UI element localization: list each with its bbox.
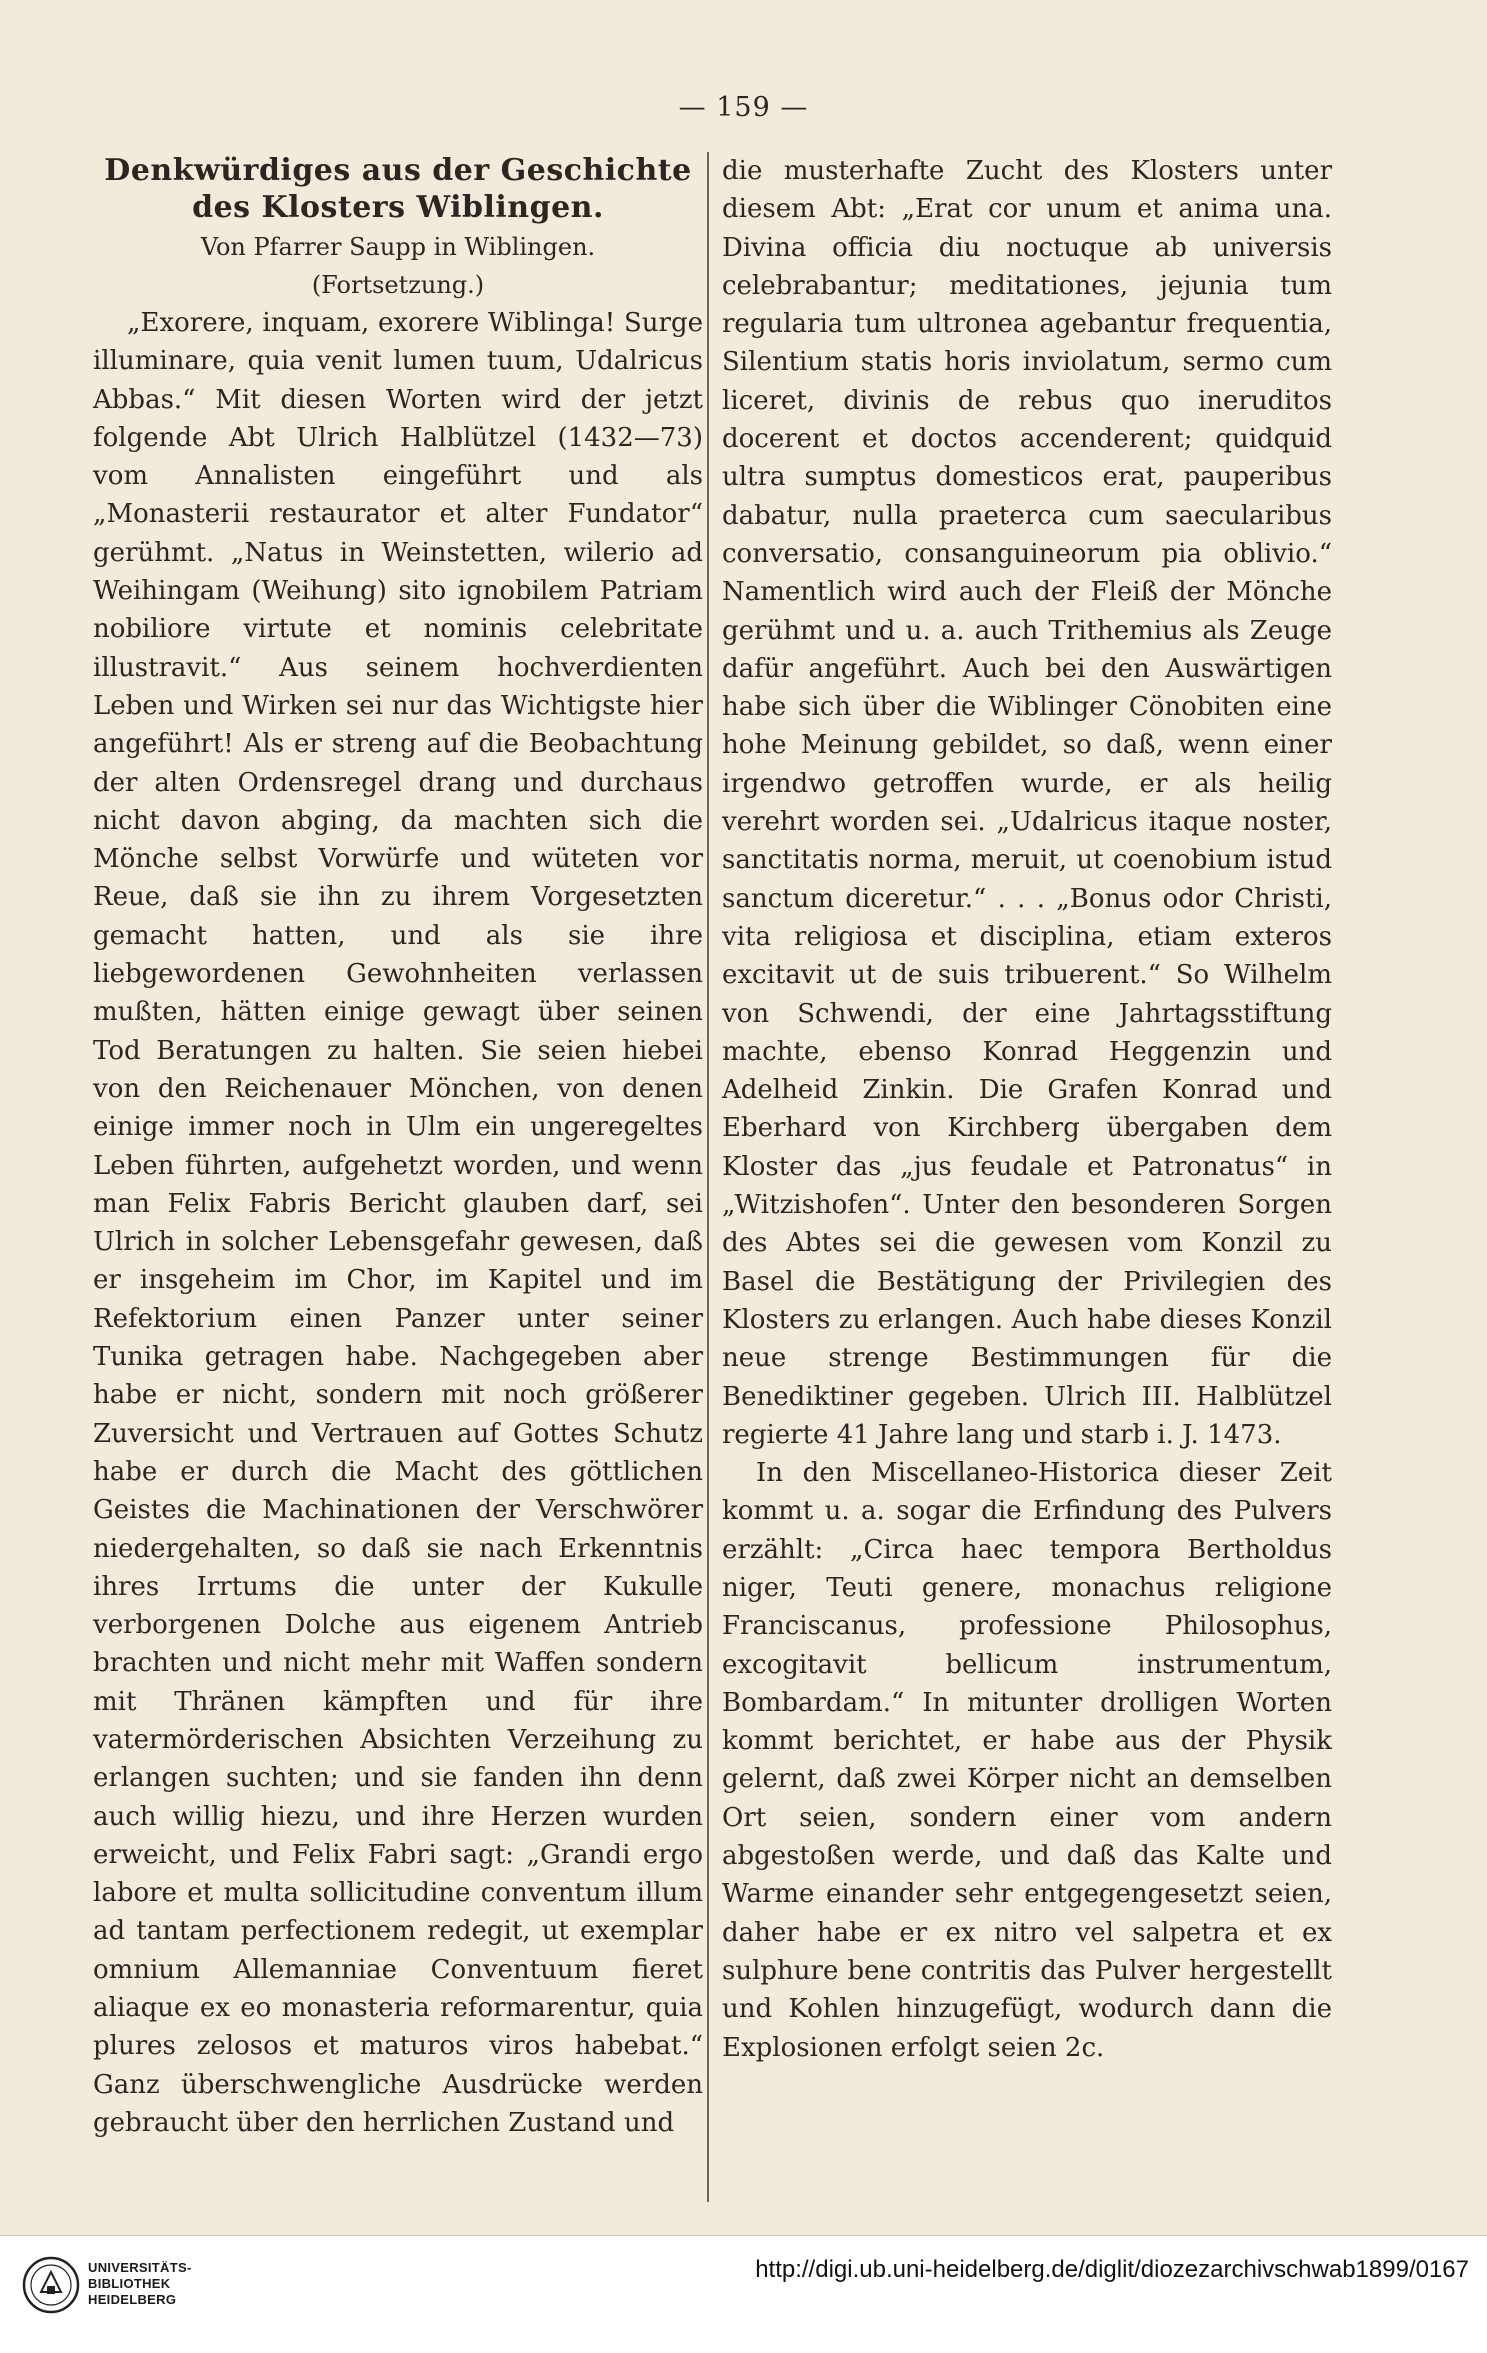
library-name-line: UNIVERSITÄTS-	[88, 2260, 192, 2275]
article-byline: Von Pfarrer Saupp in Wiblingen.	[200, 233, 596, 261]
paragraph: In den Miscellaneo-Historica dieser Zeit kommt u. a. sogar die Erfindung des Pulvers erzählt: „Circa haec tempora Bertholdus niger, Teuti genere, monachus religione Franciscanus, professione Philosophus, excogitavit bellicum instrumentum, Bombardam.“ In mitunter drolligen Worten kommt berichtet, er habe aus der Physik gelernt, daß zwei Körper nicht an demselben Ort seien, sondern einer vom andern abgestoßen werde, und daß das Kalte und Warme einander sehr entgegengesetzt seien, daher habe er ex nitro vel salpetra et ex sulphure bene contritis das Pulver hergestellt und Kohlen hinzugefügt, wodurch dann die Explosionen erfolgt seien 2c.	[722, 1458, 1332, 2063]
source-url[interactable]: http://digi.ub.uni-heidelberg.de/diglit/diozezarchivschwab1899/0167	[755, 2256, 1469, 2283]
library-name	[88, 2260, 192, 2308]
left-column	[93, 152, 703, 2142]
footer-bar	[0, 2236, 1487, 2353]
paragraph: die musterhafte Zucht des Klosters unter diesem Abt: „Erat cor unum et anima una. Divina officia diu noctuque ab universis celebrabantur; meditationes, jejunia tum regularia tum ultronea agebantur frequentia, Silentium statis horis inviolatum, sermo cum liceret, divinis de rebus quo ineruditos docerent et doctos accenderent; quidquid ultra sumptus domesticos erat, pauperibus dabatur, nulla praeterca cum saecularibus conversatio, consanguineorum pia oblivio.“ Namentlich wird auch der Fleiß der Mönche gerühmt und u. a. auch Trithemius als Zeuge dafür angeführt. Auch bei den Auswärtigen habe sich über die Wiblinger Cönobiten eine hohe Meinung gebildet, so daß, wenn einer irgendwo getroffen wurde, er als heilig verehrt worden sei. „Udalricus itaque noster, sanctitatis norma, meruit, ut coenobium istud sanctum diceretur.“ . . . „Bonus odor Christi, vita religiosa et disciplina, etiam exteros excitavit ut de suis tribuerent.“ So Wilhelm von Schwendi, der eine Jahrtagsstiftung machte, ebenso Konrad Heggenzin und Adelheid Zinkin. Die Grafen Konrad und Eberhard von Kirchberg übergaben dem Kloster das „jus feudale et Patronatus“ in „Witzishofen“. Unter den besonderen Sorgen des Abtes sei die gewesen vom Konzil zu Basel die Bestätigung der Privilegien des Klosters zu erlangen. Auch habe dieses Konzil neue strenge Bestimmungen für die Benediktiner gegeben. Ulrich III. Halblützel regierte 41 Jahre lang und starb i. J. 1473.	[722, 156, 1332, 1450]
library-name-line: HEIDELBERG	[88, 2292, 177, 2307]
continued-note: (Fortsetzung.)	[311, 271, 485, 299]
paragraph: „Exorere, inquam, exorere Wiblinga! Surge illuminare, quia venit lumen tuum, Udalricus Abbas.“ Mit diesen Worten wird der jetzt folgende Abt Ulrich Halblützel (1432—73) vom Annalisten eingeführt und als „Monasterii restaurator et alter Fundator“ gerühmt. „Natus in Weinstetten, wilerio ad Weihingam (Weihung) sito ignobilem Patriam nobiliore virtute et nominis celebritate illustravit.“ Aus seinem hochverdienten Leben und Wirken sei nur das Wichtigste hier angeführt! Als er streng auf die Beobachtung der alten Ordensregel drang und durchaus nicht davon abging, da machten sich die Mönche selbst Vorwürfe und wüteten vor Reue, daß sie ihn zu ihrem Vorgesetzten gemacht hatten, und als sie ihre liebgewordenen Gewohnheiten verlassen mußten, hätten einige gewagt über seinen Tod Beratungen zu halten. Sie seien hiebei von den Reichenauer Mönchen, von denen einige immer noch in Ulm ein ungeregeltes Leben führten, aufgehetzt worden, und wenn man Felix Fabris Bericht glauben darf, sei Ulrich in solcher Lebensgefahr gewesen, daß er insgeheim im Chor, im Kapitel und im Refektorium einen Panzer unter seiner Tunika getragen habe. Nachgegeben aber habe er nicht, sondern mit noch größerer Zuversicht und Vertrauen auf Gottes Schutz habe er durch die Macht des göttlichen Geistes die Machinationen der Verschwörer niedergehalten, so daß sie nach Erkenntnis ihres Irrtums die unter der Kukulle verborgenen Dolche aus eigenem Antrieb brachten und nicht mehr mit Waffen sondern mit Thränen kämpften und für ihre vatermörderischen Absichten Verzeihung zu erlangen suchten; und sie fanden ihn denn auch willig hiezu, und ihre Herzen wurden erweicht, und Felix Fabri sagt: „Grandi ergo labore et multa sollicitudine conventum illum ad tantam perfectionem redegit, ut exemplar omnium Allemanniae Conventuum fieret aliaque ex eo monasteria reformarentur, quia plures zelosos et maturos viros habebat.“ Ganz überschwengliche Ausdrücke werden gebraucht über den herrlichen Zustand und	[93, 308, 703, 2138]
right-column	[722, 152, 1332, 2067]
library-name-line: BIBLIOTHEK	[88, 2276, 171, 2291]
heidelberg-university-seal-icon	[22, 2256, 80, 2314]
article-title: Denkwürdiges aus der Geschichte des Klosters Wiblingen.	[104, 153, 692, 225]
page-number: — 159 —	[678, 92, 809, 123]
column-divider	[707, 152, 709, 2202]
